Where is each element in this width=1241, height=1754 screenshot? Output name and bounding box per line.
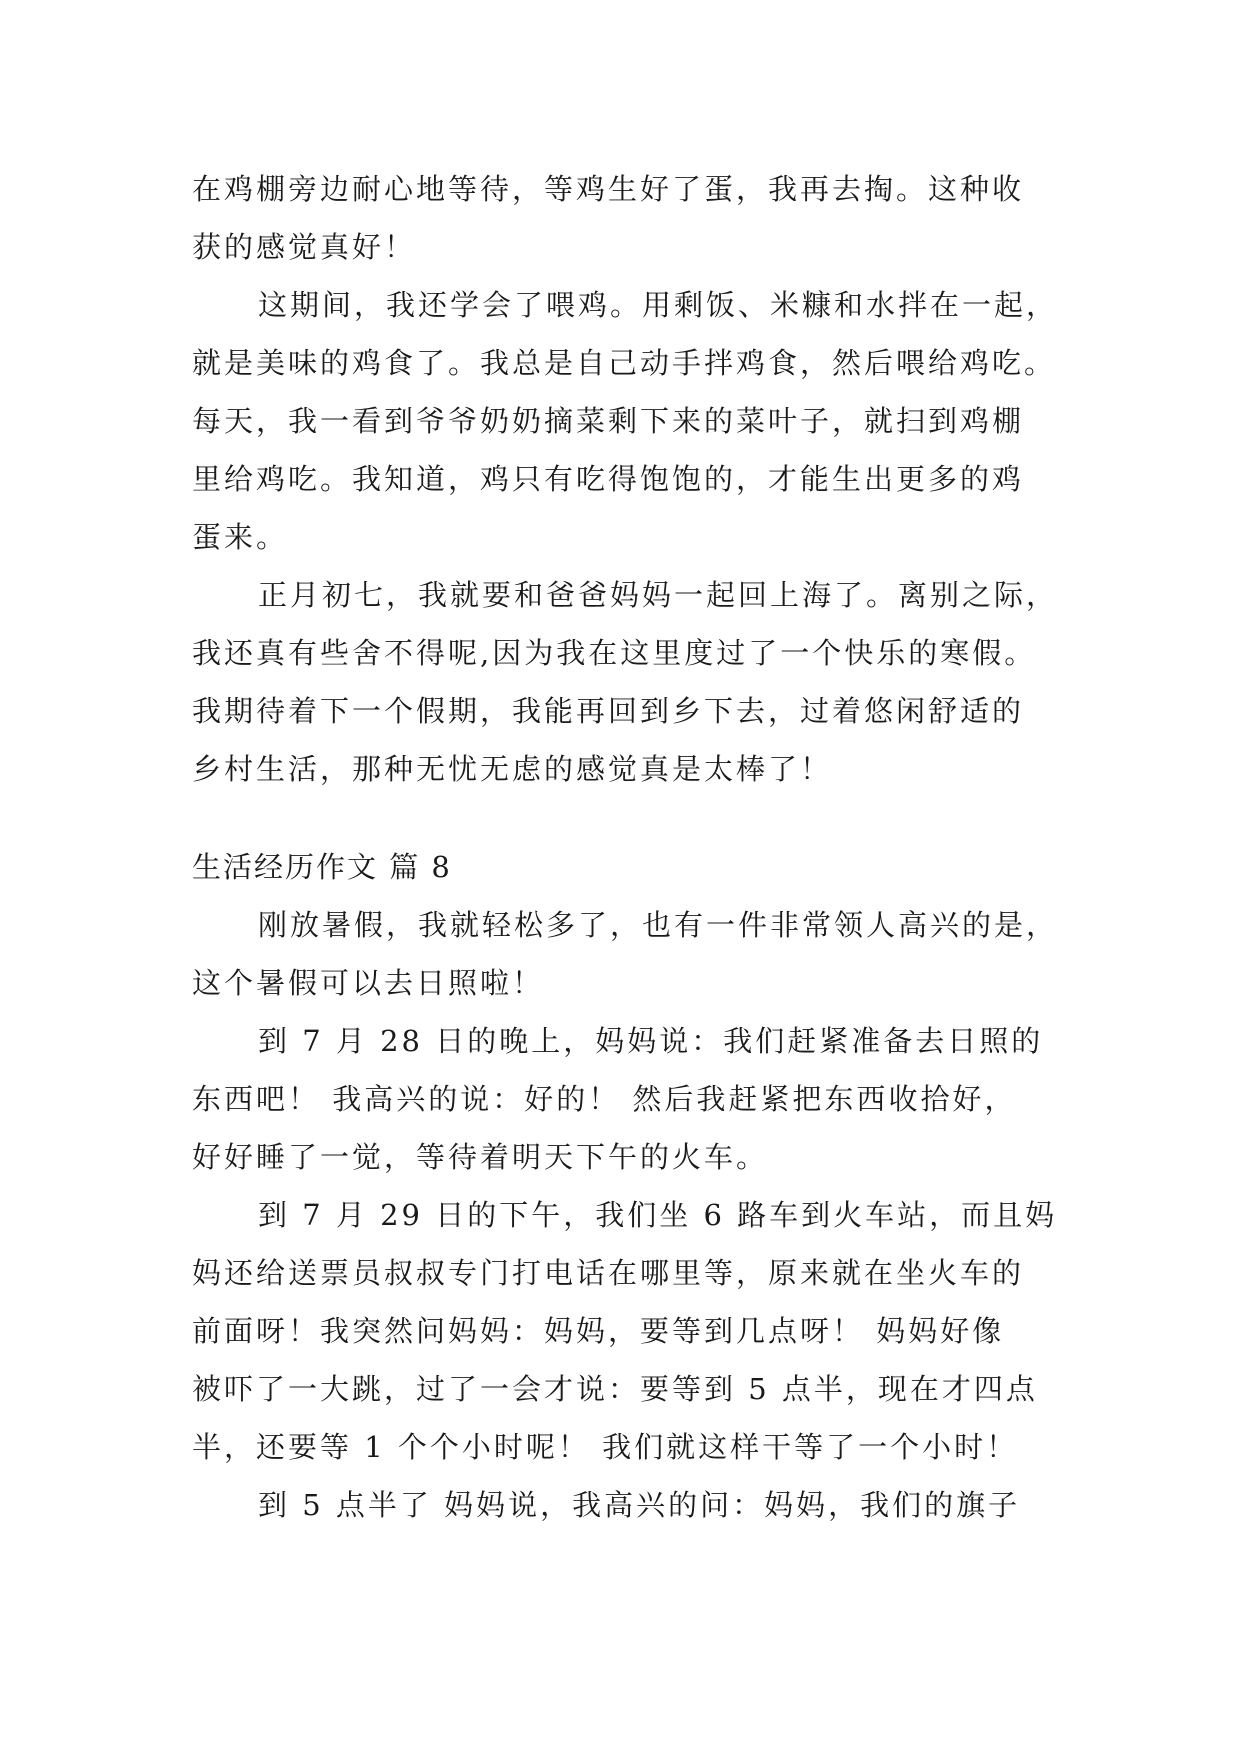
text-line: 里给鸡吃。我知道，鸡只有吃得饱饱的，才能生出更多的鸡: [192, 462, 1025, 496]
text-line: 好好睡了一觉，等待着明天下午的火车。: [192, 1140, 769, 1174]
document-page: [192, 160, 1072, 1534]
text-line: 我期待着下一个假期，我能再回到乡下去，过着悠闲舒适的: [192, 694, 1025, 728]
paragraph-5: [192, 1012, 1072, 1186]
text-line: 在鸡棚旁边耐心地等待，等鸡生好了蛋，我再去掏。这种收: [192, 172, 1025, 206]
text-line: 到 7 月 29 日的下午，我们坐 6 路车到火车站，而且妈: [258, 1198, 1058, 1232]
text-line: 被吓了一大跳，过了一会才说：要等到 5 点半，现在才四点: [192, 1372, 1038, 1406]
paragraph-1: [192, 160, 1072, 276]
text-line: 妈还给送票员叔叔专门打电话在哪里等，原来就在坐火车的: [192, 1256, 1025, 1290]
text-line: 这个暑假可以去日照啦！: [192, 966, 545, 1000]
paragraph-3: [192, 566, 1072, 798]
text-line: 我还真有些舍不得呢,因为我在这里度过了一个快乐的寒假。: [192, 636, 1037, 670]
text-line: 这期间，我还学会了喂鸡。用剩饭、米糠和水拌在一起，: [258, 288, 1059, 322]
paragraph-4: [192, 896, 1072, 1012]
section-heading: 生活经历作文 篇 8: [192, 850, 452, 884]
text-line: 前面呀！我突然问妈妈：妈妈，要等到几点呀！ 妈妈好像: [192, 1314, 1005, 1348]
text-line: 正月初七，我就要和爸爸妈妈一起回上海了。离别之际，: [258, 578, 1059, 612]
text-line: 刚放暑假，我就轻松多了，也有一件非常领人高兴的是，: [258, 908, 1059, 942]
text-line: 半，还要等 1 个个小时呢！ 我们就这样干等了一个小时！: [192, 1430, 1019, 1464]
paragraph-2: [192, 276, 1072, 566]
text-line: 蛋来。: [192, 520, 289, 554]
paragraph-6: [192, 1186, 1072, 1476]
text-line: 到 5 点半了 妈妈说，我高兴的问：妈妈，我们的旗子: [258, 1488, 1021, 1522]
text-line: 就是美味的鸡食了。我总是自己动手拌鸡食，然后喂给鸡吃。: [192, 346, 1057, 380]
text-line: 每天，我一看到爷爷奶奶摘菜剩下来的菜叶子，就扫到鸡棚: [192, 404, 1025, 438]
text-line: 东西吧！ 我高兴的说：好的！ 然后我赶紧把东西收拾好，: [192, 1082, 1017, 1116]
text-line: 乡村生活，那种无忧无虑的感觉真是太棒了！: [192, 752, 833, 786]
paragraph-7: [192, 1476, 1072, 1534]
text-line: 到 7 月 28 日的晚上，妈妈说：我们赶紧准备去日照的: [258, 1024, 1044, 1058]
text-line: 获的感觉真好！: [192, 230, 417, 264]
